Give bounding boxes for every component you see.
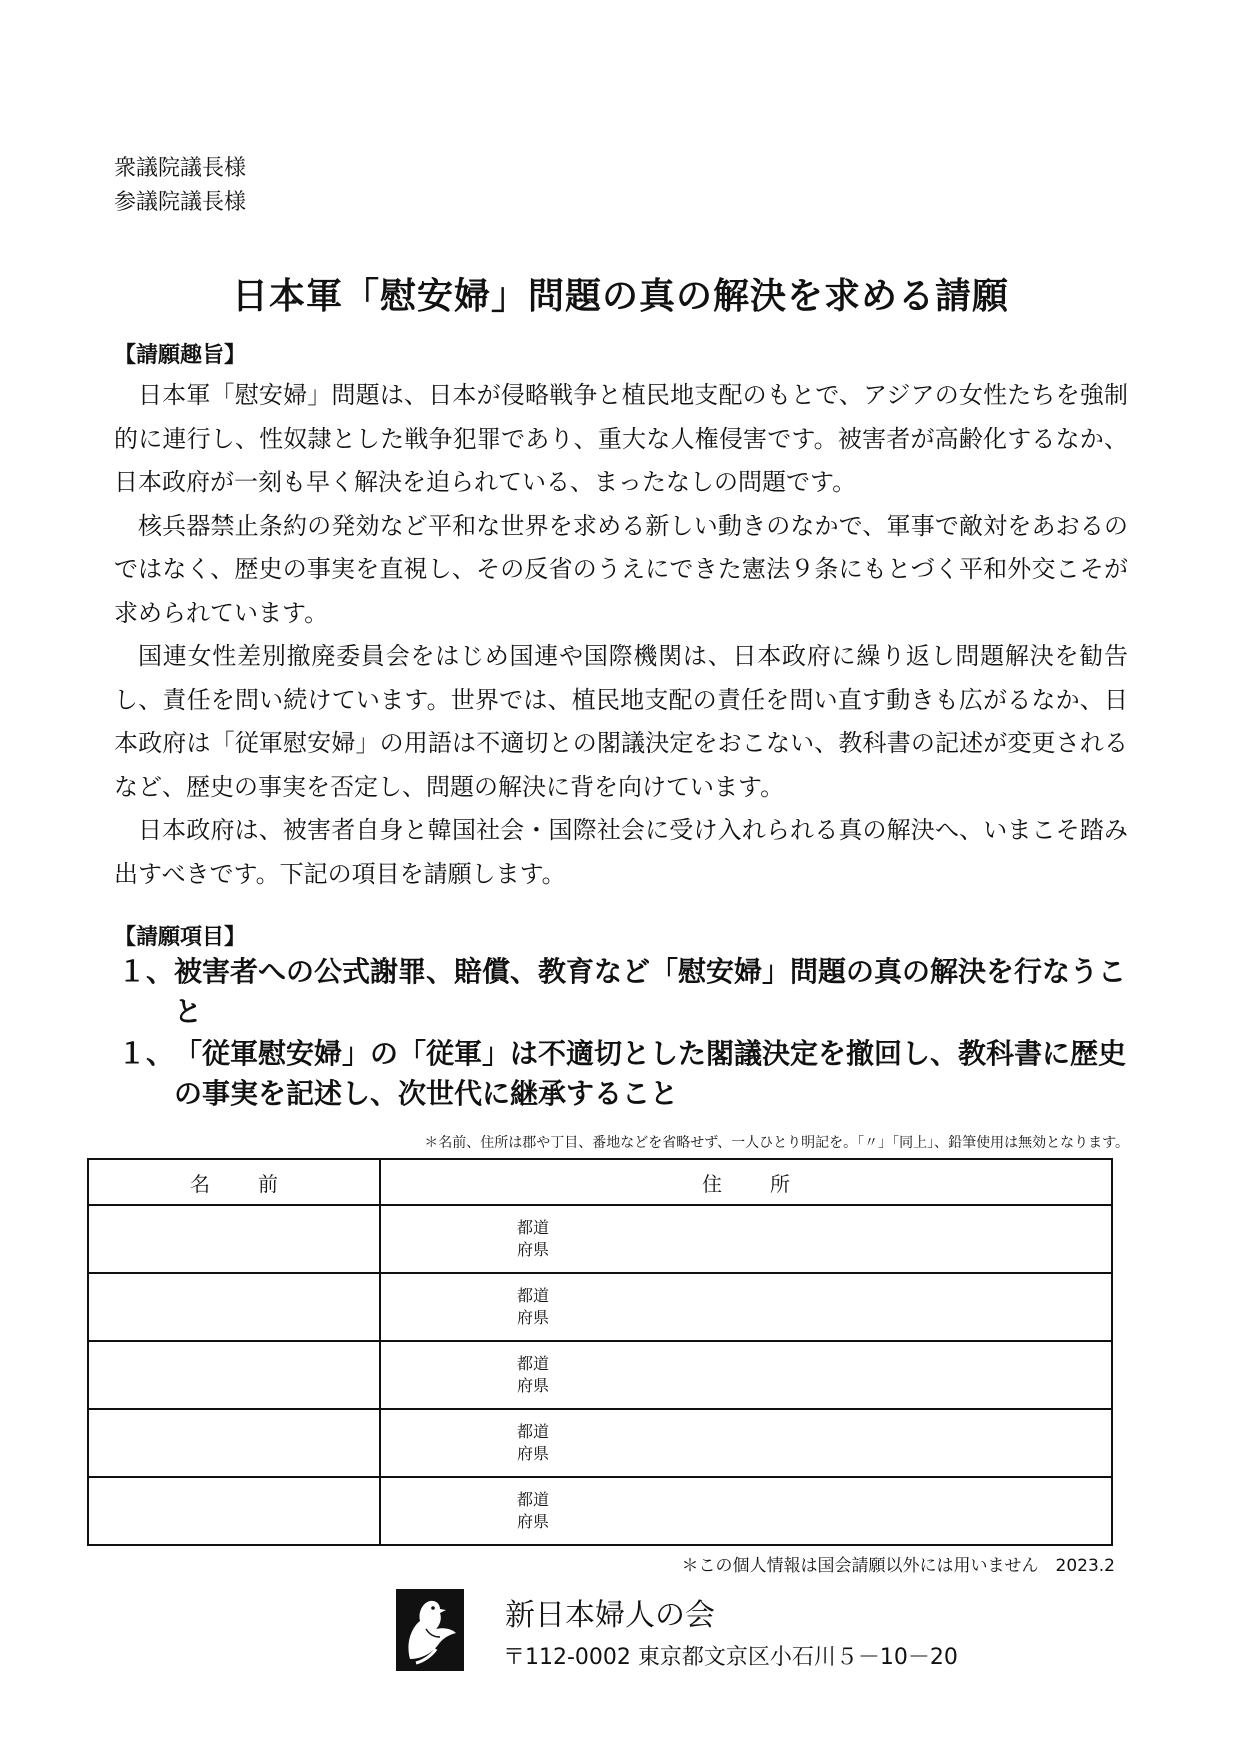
prefecture-label-line: 都道	[517, 1490, 550, 1509]
table-row	[88, 1341, 1112, 1409]
item-mark: １、	[118, 1037, 175, 1070]
prefecture-label	[517, 1421, 557, 1465]
item-text: 「従軍慰安婦」の「従軍」は不適切とした閣議決定を撤回し、教科書に歴史の事実を記述し、次世代に継承すること	[174, 1037, 1127, 1110]
signature-table	[87, 1158, 1113, 1546]
address-cell[interactable]	[380, 1273, 1112, 1341]
purpose-paragraph: 核兵器禁止条約の発効など平和な世界を求める新しい動きのなかで、軍事で敵対をあおるのではなく、歴史の事実を直視し、その反省のうえにできた憲法９条にもとづく平和外交こそが求められています。	[114, 511, 1128, 627]
addressee-line: 衆議院議長様	[114, 156, 247, 181]
address-column-header: 住所	[380, 1159, 1112, 1205]
prefecture-label-line: 都道	[517, 1218, 550, 1237]
prefecture-label	[517, 1285, 557, 1329]
purpose-heading: 【請願趣旨】	[114, 343, 247, 368]
purpose-paragraph: 日本軍「慰安婦」問題は、日本が侵略戦争と植民地支配のもとで、アジアの女性たちを強制的に連行し、性奴隷とした戦争犯罪であり、重大な人権侵害です。被害者が高齢化するなか、日本政府が一刻も早く解決を迫られている、まったなしの問題です。	[114, 381, 1128, 496]
name-cell[interactable]	[88, 1273, 380, 1341]
purpose-paragraph: 国連女性差別撤廃委員会をはじめ国連や国際機関は、日本政府に繰り返し問題解決を勧告し、責任を問い続けています。世界では、植民地支配の責任を問い直す動きも広がるなか、日本政府は「従軍慰安婦」の用語は不適切との閣議決定をおこない、教科書の記述が変更されるなど、歴史の事実を否定し、問題の解決に背を向けています。	[114, 642, 1128, 801]
page-title: 日本軍「慰安婦」問題の真の解決を求める請願	[231, 276, 1009, 317]
table-row	[88, 1477, 1112, 1545]
prefecture-label-line: 府県	[517, 1240, 550, 1259]
table-row	[88, 1273, 1112, 1341]
petition-item	[118, 952, 1128, 1032]
prefecture-label-line: 都道	[517, 1354, 550, 1373]
purpose-paragraph: 日本政府は、被害者自身と韓国社会・国際社会に受け入れられる真の解決へ、いまこそ踏み出すべきです。下記の項目を請願します。	[114, 816, 1128, 888]
table-row	[88, 1409, 1112, 1477]
purpose-body	[114, 374, 1128, 896]
name-column-header: 名前	[88, 1159, 380, 1205]
items-heading: 【請願項目】	[114, 925, 247, 950]
organization-name: 新日本婦人の会	[505, 1598, 715, 1633]
table-row	[88, 1205, 1112, 1273]
prefecture-label-line: 府県	[517, 1308, 550, 1327]
address-cell[interactable]	[380, 1341, 1112, 1409]
name-cell[interactable]	[88, 1205, 380, 1273]
name-cell[interactable]	[88, 1477, 380, 1545]
prefecture-label-line: 都道	[517, 1422, 550, 1441]
item-mark: １、	[118, 955, 175, 988]
organization-address: 〒112-0002 東京都文京区小石川５－10－20	[503, 1645, 958, 1670]
address-cell[interactable]	[380, 1477, 1112, 1545]
prefecture-label	[517, 1217, 557, 1261]
addressee-block	[114, 152, 246, 220]
table-header-row	[88, 1159, 1112, 1205]
address-cell[interactable]	[380, 1205, 1112, 1273]
prefecture-label-line: 都道	[517, 1286, 550, 1305]
name-cell[interactable]	[88, 1341, 380, 1409]
prefecture-label	[517, 1489, 557, 1533]
prefecture-label-line: 府県	[517, 1376, 550, 1395]
form-note: ＊名前、住所は郡や丁目、番地などを省略せず、一人ひとり明記を。「〃」「同上」、鉛筆使用は無効となります。	[424, 1135, 1129, 1151]
dove-logo-icon	[396, 1589, 464, 1671]
address-cell[interactable]	[380, 1409, 1112, 1477]
item-text: 被害者への公式謝罪、賠償、教育など「慰安婦」問題の真の解決を行なうこと	[174, 955, 1127, 1028]
petition-items	[118, 952, 1128, 1116]
privacy-footnote: ＊この個人情報は国会請願以外には用いません 2023.2	[681, 1556, 1115, 1576]
addressee-line: 参議院議長様	[114, 190, 247, 215]
petition-item	[118, 1034, 1128, 1114]
name-cell[interactable]	[88, 1409, 380, 1477]
prefecture-label-line: 府県	[517, 1444, 550, 1463]
prefecture-label-line: 府県	[517, 1512, 550, 1531]
prefecture-label	[517, 1353, 557, 1397]
